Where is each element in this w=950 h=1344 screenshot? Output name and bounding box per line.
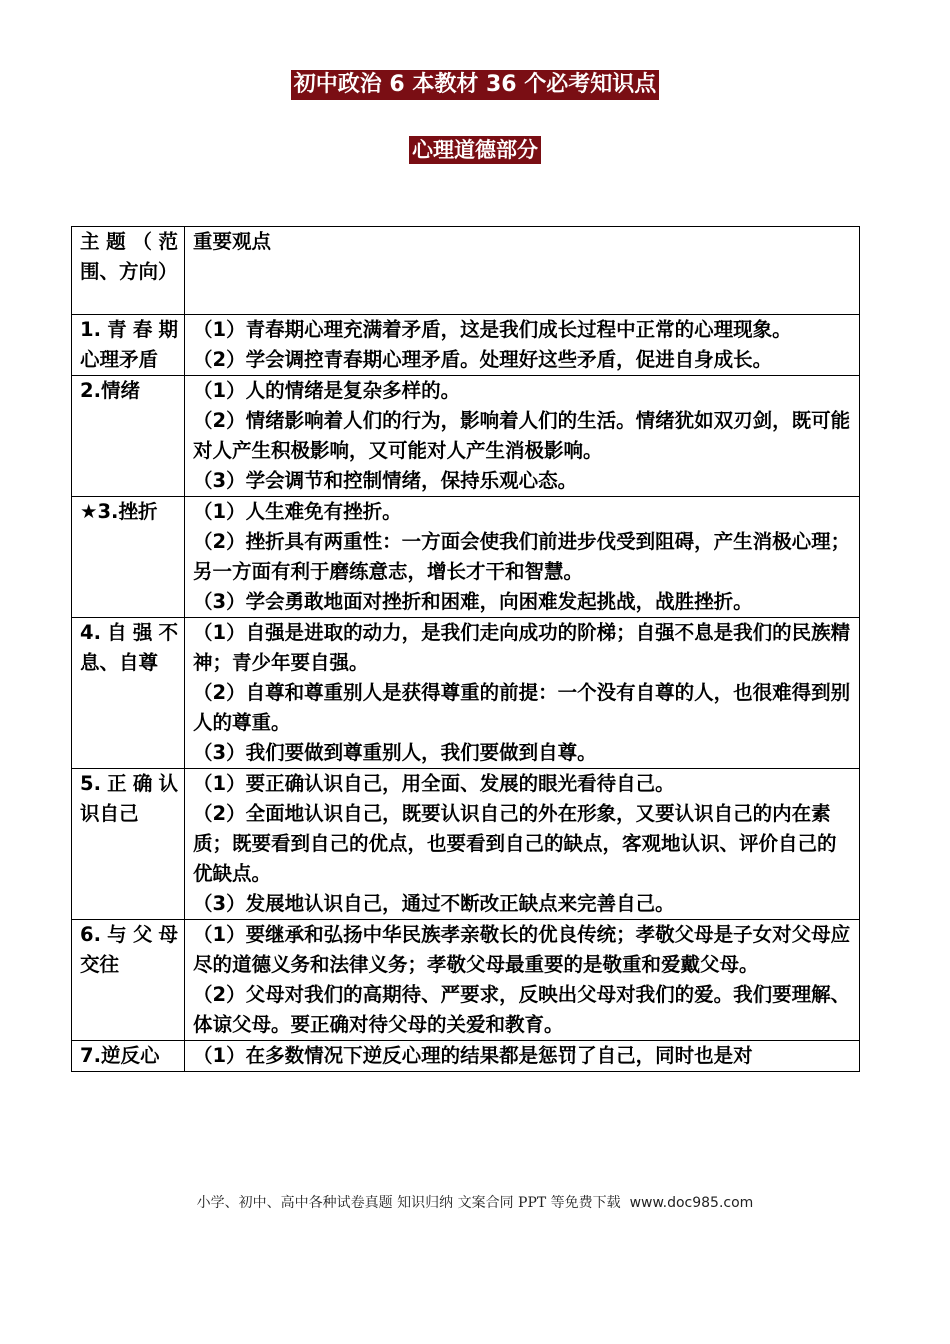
- row-point: （2）情绪影响着人们的行为，影响着人们的生活。情绪犹如双刃剑，既可能对人产生积极影响，又可能对人产生消极影响。: [193, 409, 851, 462]
- header-main-cell: 重要观点: [185, 227, 860, 315]
- row-topic: 2.情绪: [72, 376, 185, 497]
- table-row: [72, 376, 860, 497]
- table-row: [72, 1041, 860, 1072]
- row-point: （3）学会调节和控制情绪，保持乐观心态。: [193, 469, 578, 492]
- row-topic: 1.青春期心理矛盾: [72, 315, 185, 376]
- row-point: （1）要继承和弘扬中华民族孝亲敬长的优良传统；孝敬父母是子女对父母应: [193, 923, 851, 946]
- row-point: （1）青春期心理充满着矛盾，这是我们成长过程中正常的心理现象。: [193, 318, 792, 341]
- row-point: （2）挫折具有两重性：一方面会使我们前进步伐受到阻碍，产生消极心理；另一方面有利于磨练意志，增长才干和智慧。: [193, 530, 851, 583]
- knowledge-table: [71, 226, 860, 1072]
- row-points: [185, 376, 860, 497]
- row-points: [185, 618, 860, 769]
- row-point: （2）父母对我们的高期待、严要求，反映出父母对我们的爱。我们要理解、体谅父母。要正确对待父母的关爱和教育。: [193, 983, 851, 1036]
- row-points: [185, 497, 860, 618]
- table-header-row: [72, 227, 860, 315]
- table-row: [72, 315, 860, 376]
- row-point: （3）学会勇敢地面对挫折和困难，向困难发起挑战，战胜挫折。: [193, 590, 753, 613]
- row-point: （3）我们要做到尊重别人，我们要做到自尊。: [193, 741, 597, 764]
- row-point: （1）自强是进取的动力，是我们走向成功的阶梯；自强不息是我们的民族精神；青少年要自强。: [193, 621, 851, 674]
- page-title: 初中政治 6 本教材 36 个必考知识点: [291, 70, 660, 100]
- row-point: （2）学会调控青春期心理矛盾。处理好这些矛盾，促进自身成长。: [193, 348, 773, 371]
- row-points: [185, 769, 860, 920]
- row-points: [185, 1041, 860, 1072]
- row-topic: ★3.挫折: [72, 497, 185, 618]
- row-point: （1）要正确认识自己，用全面、发展的眼光看待自己。: [193, 772, 675, 795]
- row-points: [185, 920, 860, 1041]
- table-row: [72, 618, 860, 769]
- row-topic: 5.正确认识自己: [72, 769, 185, 920]
- section-title: 心理道德部分: [409, 136, 541, 164]
- row-point: （1）在多数情况下逆反心理的结果都是惩罚了自己，同时也是对: [193, 1044, 753, 1067]
- row-topic: 7.逆反心: [72, 1041, 185, 1072]
- row-topic: 4.自强不息、自尊: [72, 618, 185, 769]
- row-point: 尽的道德义务和法律义务；孝敬父母最重要的是敬重和爱戴父母。: [193, 953, 759, 976]
- header-topic-cell: 主题（范围、方向）: [72, 227, 185, 315]
- row-topic: 6.与父母交往: [72, 920, 185, 1041]
- row-point: （1）人的情绪是复杂多样的。: [193, 379, 461, 402]
- section-title-wrap: [0, 136, 950, 164]
- page-title-wrap: [0, 70, 950, 100]
- row-point: （1）人生难免有挫折。: [193, 500, 402, 523]
- row-point: （3）发展地认识自己，通过不断改正缺点来完善自己。: [193, 892, 675, 915]
- table-row: [72, 497, 860, 618]
- page-footer: [0, 1192, 950, 1212]
- table-row: [72, 769, 860, 920]
- footer-url: www.doc985.com: [629, 1195, 754, 1211]
- footer-text: 小学、初中、高中各种试卷真题 知识归纳 文案合同 PPT 等免费下载: [196, 1195, 621, 1211]
- table-row: [72, 920, 860, 1041]
- row-point: （2）全面地认识自己，既要认识自己的外在形象，又要认识自己的内在素质；既要看到自己的优点，也要看到自己的缺点，客观地认识、评价自己的优缺点。: [193, 802, 837, 885]
- row-point: （2）自尊和尊重别人是获得尊重的前提：一个没有自尊的人，也很难得到别人的尊重。: [193, 681, 851, 734]
- row-points: [185, 315, 860, 376]
